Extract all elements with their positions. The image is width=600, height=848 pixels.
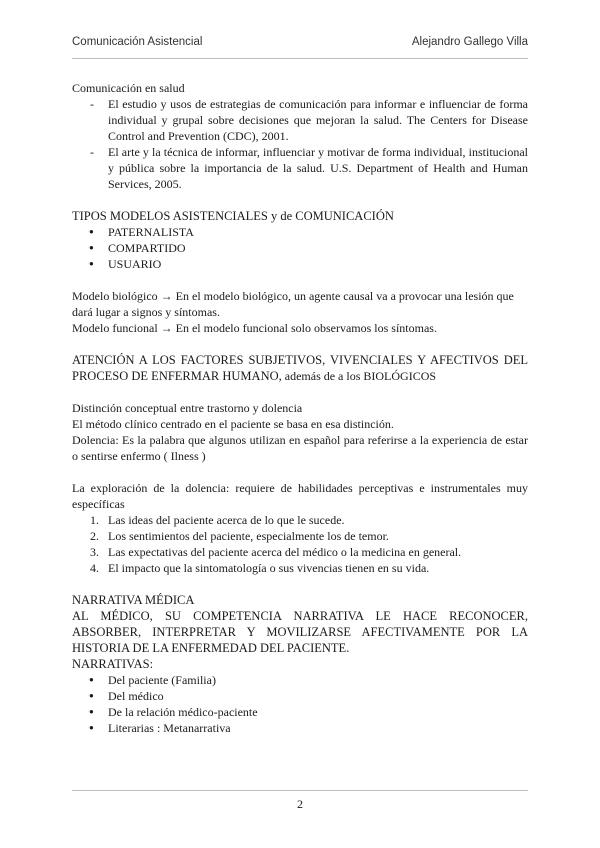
section-title-comunicacion: Comunicación en salud	[72, 81, 185, 95]
distinction-line-1: El método clínico centrado en el paciente se basa en esa distinción.	[72, 417, 394, 431]
model-funcional-paragraph: Modelo funcional → En el modelo funcional solo observamos los síntomas.	[72, 321, 437, 335]
exploration-list	[72, 512, 528, 576]
item-text: Las ideas del paciente acerca de lo que le sucede.	[108, 513, 345, 527]
list-item	[72, 528, 528, 544]
list-item	[72, 560, 528, 576]
item-number: 2.	[90, 529, 99, 543]
list-item: ● COMPARTIDO	[72, 240, 528, 256]
header-right: Alejandro Gallego Villa	[411, 36, 528, 48]
footer-rule	[72, 790, 528, 791]
distinction-line-2: Dolencia: Es la palabra que algunos utilizan en español para referirse a la experiencia de estar o sentirse enfermo ( Ilness )	[72, 433, 528, 463]
list-item: ● USUARIO	[72, 256, 528, 272]
page-number: 2	[297, 797, 303, 811]
item-text: Los sentimientos del paciente, especialmente los de temor.	[108, 529, 389, 543]
attention-rest: además de a los BIOLÓGICOS	[281, 369, 437, 383]
narrative-list	[72, 672, 528, 736]
narrative-subtitle: NARRATIVAS:	[72, 657, 154, 671]
list-item	[72, 544, 528, 560]
list-item: ● De la relación médico-paciente	[72, 704, 528, 720]
list-item: ● PATERNALISTA	[72, 224, 528, 240]
section-title-modelos: TIPOS MODELOS ASISTENCIALES y de COMUNICACIÓN	[72, 209, 394, 223]
distinction-title: Distinción conceptual entre trastorno y dolencia	[72, 401, 303, 415]
list-item: ● Del paciente (Familia)	[72, 672, 528, 688]
attention-paragraph	[72, 352, 528, 384]
item-number: 4.	[90, 561, 99, 575]
item-number: 3.	[90, 545, 99, 559]
list-item: - El arte y la técnica de informar, influenciar y motivar de forma individual, institucional y pública sobre la importancia de la salud. U.S. Department of Health and Human Services, 2005.	[72, 144, 528, 192]
attention-caps: ATENCIÓN A LOS FACTORES SUBJETIVOS, VIVENCIALES Y AFECTIVOS DEL PROCESO DE ENFERMAR HUMANO,	[72, 353, 528, 383]
header-rule	[72, 58, 528, 59]
narrative-title: NARRATIVA MÉDICA	[72, 593, 195, 607]
item-number: 1.	[90, 513, 99, 527]
list-item: ● Del médico	[72, 688, 528, 704]
page-header	[72, 36, 528, 48]
header-left: Comunicación Asistencial	[72, 36, 203, 48]
exploration-intro: La exploración de la dolencia: requiere de habilidades perceptivas e instrumentales muy específicas	[72, 481, 528, 511]
model-type-list	[72, 224, 528, 272]
list-item: ● Literarias : Metanarrativa	[72, 720, 528, 736]
model-biologico-paragraph: Modelo biológico → En el modelo biológico, un agente causal va a provocar una lesión que dará lugar a signos y síntomas.	[72, 289, 514, 319]
list-item	[72, 512, 528, 528]
list-item: - El estudio y usos de estrategias de comunicación para informar e influenciar de forma individual y grupal sobre decisiones que mejoran la salud. The Centers for Disease Control and Prevention (CDC), 2001.	[72, 96, 528, 144]
item-text: Las expectativas del paciente acerca del médico o la medicina en general.	[108, 545, 462, 559]
narrative-paragraph: AL MÉDICO, SU COMPETENCIA NARRATIVA LE HACE RECONOCER, ABSORBER, INTERPRETAR Y MOVILIZARSE AFECTIVAMENTE POR LA HISTORIA DE LA ENFERMEDAD DEL PACIENTE.	[72, 609, 528, 655]
page-body	[72, 80, 528, 736]
item-text: El impacto que la sintomatología o sus vivencias tienen en su vida.	[108, 561, 430, 575]
definition-list	[72, 96, 528, 192]
